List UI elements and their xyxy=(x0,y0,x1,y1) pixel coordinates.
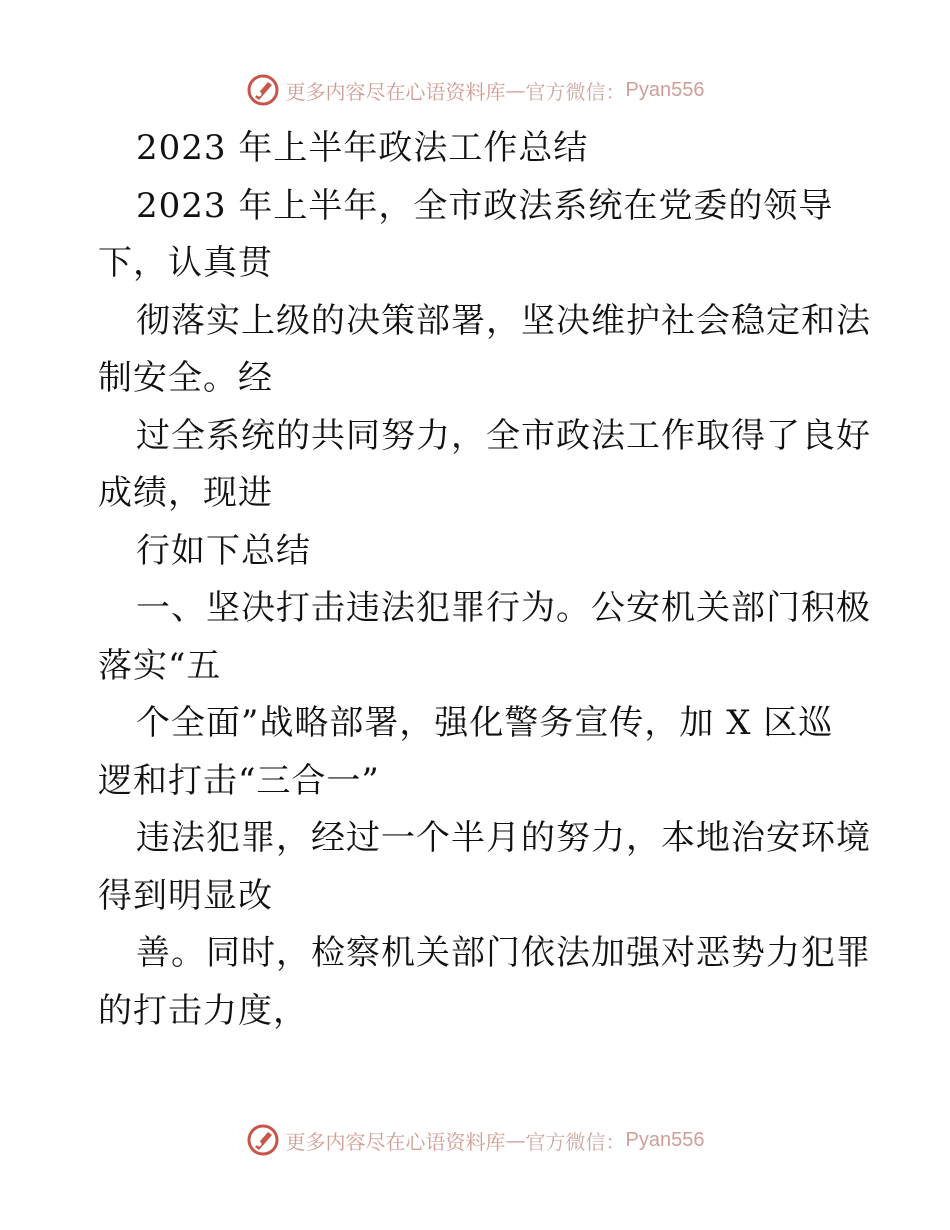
paragraph-line: 过全系统的共同努力，全市政法工作取得了良好 xyxy=(136,415,871,456)
banner-separator: — xyxy=(505,1128,526,1152)
banner-brand-text: 更多内容尽在心语资料库 xyxy=(285,1129,506,1154)
paragraph-line: 2023 年上半年，全市政法系统在党委的领导 xyxy=(136,185,834,226)
banner-wechat-label: 官方微信： xyxy=(525,1129,626,1154)
paragraph-line: 善。同时，检察机关部门依法加强对恶势力犯罪 xyxy=(136,933,871,973)
pen-circle-logo-icon xyxy=(246,1123,280,1157)
paragraph-line: 个全面”战略部署，强化警务宣传，加 X 区巡 xyxy=(136,703,834,743)
banner-separator: — xyxy=(505,78,526,102)
paragraph-line: 得到明显改 xyxy=(98,875,273,916)
paragraph-line: 行如下总结 xyxy=(136,530,311,571)
banner-wechat-label: 官方微信： xyxy=(525,79,626,104)
paragraph-line: 成绩，现进 xyxy=(98,473,273,513)
pen-circle-logo-icon xyxy=(246,73,280,107)
paragraph-line: 落实“五 xyxy=(98,645,222,686)
paragraph-line: 下，认真贯 xyxy=(98,243,273,283)
banner-brand-text: 更多内容尽在心语资料库 xyxy=(285,79,506,104)
banner-wechat-id: Pyan556 xyxy=(625,1128,705,1151)
paragraph-line: 制安全。经 xyxy=(98,358,273,398)
document-body xyxy=(98,120,871,1040)
header-watermark-banner xyxy=(0,70,950,110)
paragraph-line: 违法犯罪，经过一个半月的努力，本地治安环境 xyxy=(136,818,871,858)
banner-wechat-id: Pyan556 xyxy=(625,78,705,101)
document-title: 2023 年上半年政法工作总结 xyxy=(136,128,589,168)
footer-watermark-banner xyxy=(0,1120,950,1160)
paragraph-line: 一、坚决打击违法犯罪行为。公安机关部门积极 xyxy=(136,588,871,628)
paragraph-line: 彻落实上级的决策部署，坚决维护社会稳定和法 xyxy=(136,300,871,341)
paragraph-line: 逻和打击“三合一” xyxy=(98,760,380,801)
paragraph-line: 的打击力度， xyxy=(98,990,308,1031)
